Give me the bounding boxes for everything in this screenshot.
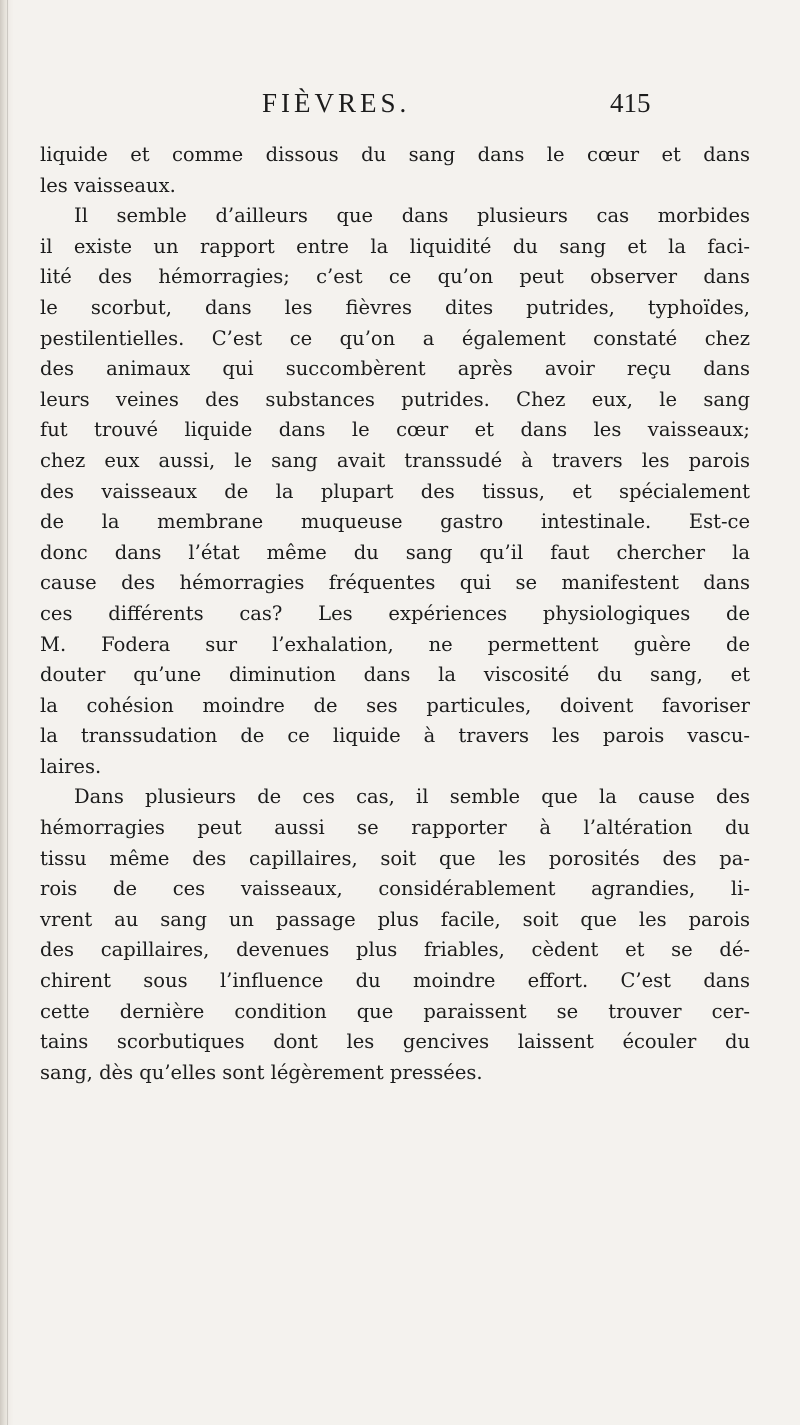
- text-line: le scorbut, dans les fièvres dites putrides, typhoïdes,: [40, 295, 750, 319]
- text-line: hémorragies peut aussi se rapporter à l’altération du: [40, 816, 750, 840]
- text-line: leurs veines des substances putrides. Chez eux, le sang: [40, 387, 750, 411]
- text-line: pestilentielles. C’est ce qu’on a également constaté chez: [40, 326, 750, 350]
- text-line: cause des hémorragies fréquentes qui se manifestent dans: [40, 571, 750, 595]
- paragraph-start-line: Il semble d’ailleurs que dans plusieurs cas morbides: [74, 204, 750, 228]
- text-line: la cohésion moindre de ses particules, doivent favoriser: [40, 693, 750, 717]
- text-line: liquide et comme dissous du sang dans le cœur et dans: [40, 143, 750, 166]
- running-head: FIÈVRES.: [262, 88, 411, 118]
- text-line: lité des hémorragies; c’est ce qu’on peut observer dans: [40, 265, 750, 289]
- text-line: chirent sous l’influence du moindre effort. C’est dans: [40, 969, 750, 993]
- text-line: tains scorbutiques dont les gencives laissent écouler du: [40, 1030, 750, 1054]
- text-line: vrent au sang un passage plus facile, soit que les parois: [40, 907, 750, 931]
- text-line: des vaisseaux de la plupart des tissus, et spécialement: [40, 479, 750, 503]
- text-line: sang, dès qu’elles sont légèrement pressées.: [40, 1060, 483, 1084]
- text-line: rois de ces vaisseaux, considérablement agrandies, li-: [40, 877, 750, 901]
- scan-binding-line: [7, 0, 8, 1425]
- text-line: les vaisseaux.: [40, 173, 176, 197]
- text-line: fut trouvé liquide dans le cœur et dans les vaisseaux;: [40, 418, 750, 442]
- page-header: [238, 88, 658, 128]
- text-line: il existe un rapport entre la liquidité du sang et la faci-: [40, 234, 750, 258]
- text-line: la transsudation de ce liquide à travers les parois vascu-: [40, 724, 750, 748]
- text-line: tissu même des capillaires, soit que les porosités des pa-: [40, 846, 750, 870]
- text-line: laires.: [40, 754, 102, 778]
- paragraph-start-line: Dans plusieurs de ces cas, il semble que la cause des: [74, 785, 750, 809]
- text-line: donc dans l’état même du sang qu’il faut chercher la: [40, 540, 750, 564]
- text-line: cette dernière condition que paraissent se trouver cer-: [40, 999, 750, 1023]
- text-line: de la membrane muqueuse gastro intestinale. Est-ce: [40, 510, 750, 534]
- body-text: [40, 140, 750, 1088]
- text-line: ces différents cas? Les expériences physiologiques de: [40, 601, 750, 625]
- text-line: des animaux qui succombèrent après avoir reçu dans: [40, 357, 750, 381]
- text-line: chez eux aussi, le sang avait transsudé à travers les parois: [40, 448, 750, 472]
- page-number: 415: [610, 88, 651, 118]
- text-line: M. Fodera sur l’exhalation, ne permettent guère de: [40, 632, 750, 656]
- text-line: douter qu’une diminution dans la viscosité du sang, et: [40, 663, 750, 687]
- text-line: des capillaires, devenues plus friables, cèdent et se dé-: [40, 938, 750, 962]
